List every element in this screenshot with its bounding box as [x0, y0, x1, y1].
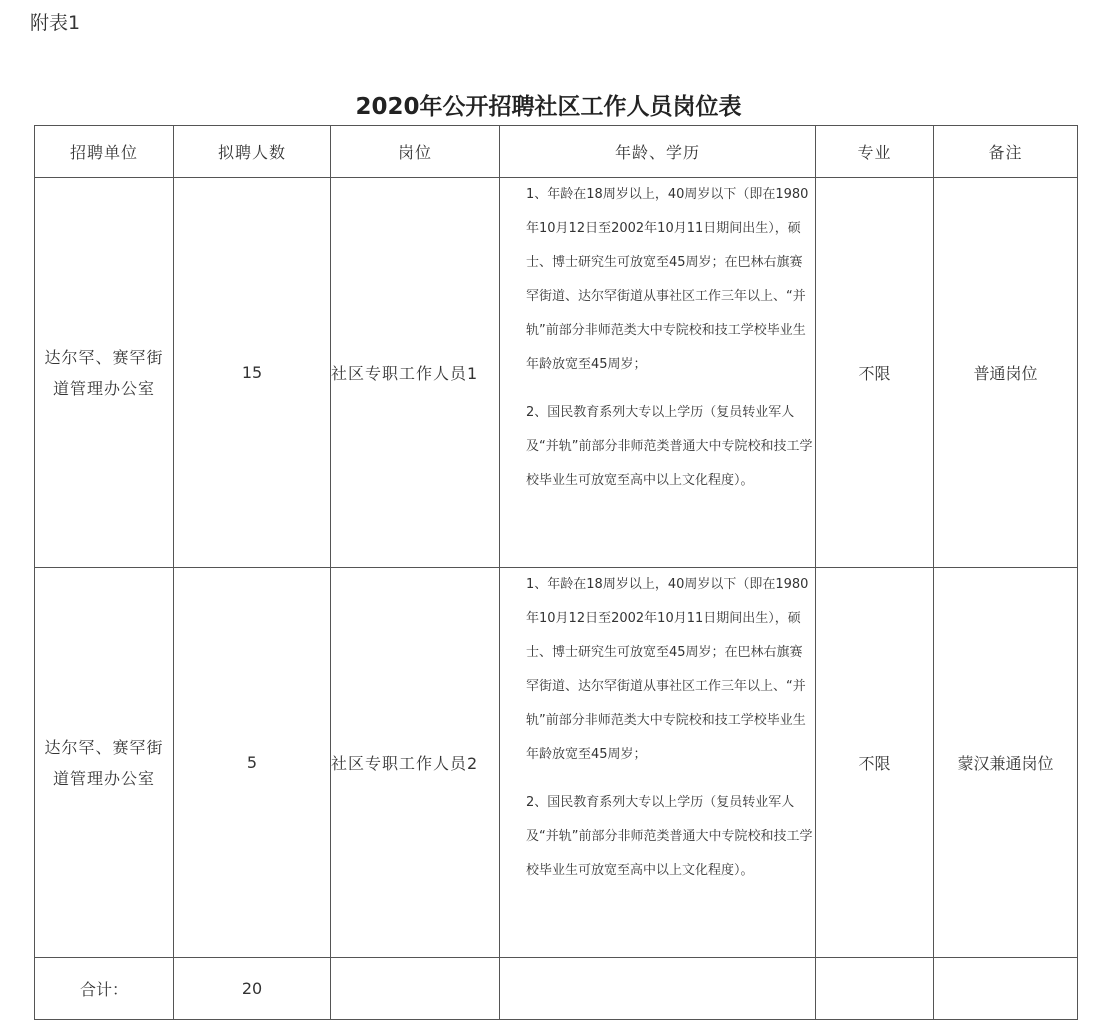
header-unit: 招聘单位 [35, 126, 174, 178]
empty-cell [816, 958, 934, 1020]
unit-line: 道管理办公室 [52, 768, 155, 788]
requirements-cell [500, 568, 816, 958]
unit-cell [35, 568, 174, 958]
major-cell: 不限 [816, 178, 934, 568]
header-major: 专业 [816, 126, 934, 178]
table-row [35, 568, 1078, 958]
table-header-row [35, 126, 1078, 178]
position-cell: 社区专职工作人员1 [331, 178, 500, 568]
empty-cell [500, 958, 816, 1020]
total-count: 20 [174, 958, 331, 1020]
major-cell: 不限 [816, 568, 934, 958]
header-remarks: 备注 [934, 126, 1078, 178]
total-row [35, 958, 1078, 1020]
header-age-education: 年龄、学历 [500, 126, 816, 178]
total-label: 合计： [35, 958, 174, 1020]
empty-cell [331, 958, 500, 1020]
count-cell: 15 [174, 178, 331, 568]
remarks-cell: 普通岗位 [934, 178, 1078, 568]
requirement-age: 1、年龄在18周岁以上，40周岁以下（即在1980年10月12日至2002年10月11日期间出生），硕士、博士研究生可放宽至45周岁；在巴林右旗赛罕街道、达尔罕街道从事社区工作三年以上、“并轨”前部分非师范类大中专院校和技工学校毕业生年龄放宽至45周岁； [526, 187, 809, 372]
requirement-education: 2、国民教育系列大专以上学历（复员转业军人及“并轨”前部分非师范类普通大中专院校和技工学校毕业生可放宽至高中以上文化程度）。 [526, 795, 813, 878]
unit-cell [35, 178, 174, 568]
unit-line: 达尔罕、赛罕街 [44, 737, 164, 757]
unit-line: 道管理办公室 [52, 378, 155, 398]
count-cell: 5 [174, 568, 331, 958]
requirement-age: 1、年龄在18周岁以上，40周岁以下（即在1980年10月12日至2002年10月11日期间出生），硕士、博士研究生可放宽至45周岁；在巴林右旗赛罕街道、达尔罕街道从事社区工作三年以上、“并轨”前部分非师范类大中专院校和技工学校毕业生年龄放宽至45周岁； [526, 577, 809, 762]
requirement-education: 2、国民教育系列大专以上学历（复员转业军人及“并轨”前部分非师范类普通大中专院校和技工学校毕业生可放宽至高中以上文化程度）。 [526, 405, 813, 488]
header-count: 拟聘人数 [174, 126, 331, 178]
requirements-cell [500, 178, 816, 568]
attachment-label: 附表1 [30, 12, 81, 34]
positions-table [34, 125, 1078, 1020]
page-title: 2020年公开招聘社区工作人员岗位表 [355, 94, 742, 120]
table-row [35, 178, 1078, 568]
unit-line: 达尔罕、赛罕街 [44, 347, 164, 367]
header-position: 岗位 [331, 126, 500, 178]
remarks-cell: 蒙汉兼通岗位 [934, 568, 1078, 958]
empty-cell [934, 958, 1078, 1020]
position-cell: 社区专职工作人员2 [331, 568, 500, 958]
